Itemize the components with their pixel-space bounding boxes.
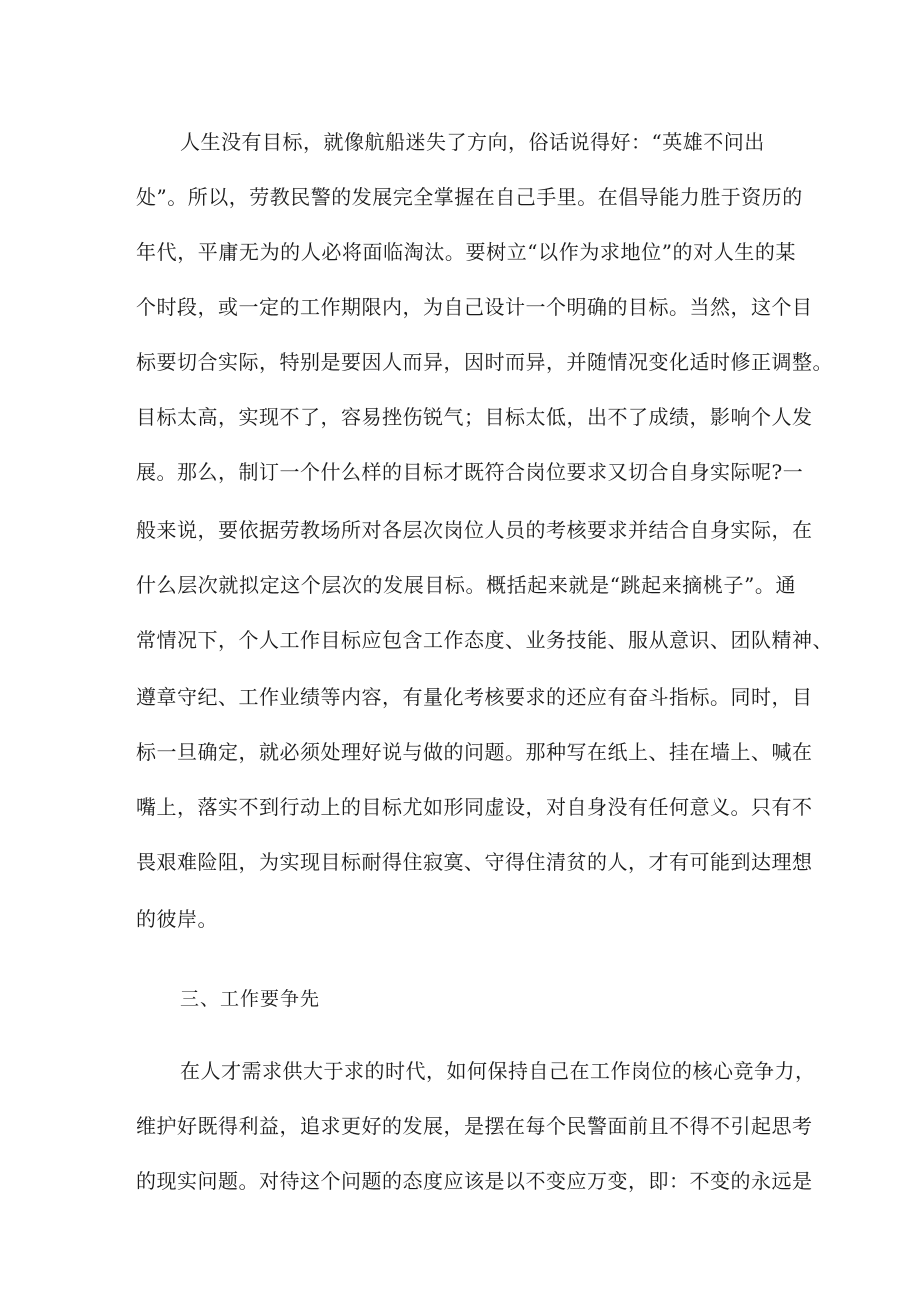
paragraph-line: 般来说，要依据劳教场所对各层次岗位人员的考核要求并结合自身实际，在 [136, 518, 813, 542]
paragraph-line: 标一旦确定，就必须处理好说与做的问题。那种写在纸上、挂在墙上、喊在 [136, 740, 813, 764]
paragraph-line: 展。那么，制订一个什么样的目标才既符合岗位要求又切合自身实际呢?一 [136, 460, 804, 484]
paragraph-line: 的现实问题。对待这个问题的态度应该是以不变应万变，即：不变的永远是 [136, 1169, 813, 1193]
paragraph-line: 什么层次就拟定这个层次的发展目标。概括起来就是“跳起来摘桃子”。通 [136, 573, 796, 597]
paragraph-line: 人生没有目标，就像航船迷失了方向，俗话说得好：“英雄不问出 [180, 130, 765, 154]
paragraph-line: 标要切合实际，特别是要因人而异，因时而异，并随情况变化适时修正调整。 [136, 350, 833, 374]
paragraph-line: 维护好既得利益，追求更好的发展，是摆在每个民警面前且不得不引起思考 [136, 1114, 813, 1138]
paragraph-line: 畏艰难险阻，为实现目标耐得住寂寞、守得住清贫的人，才有可能到达理想 [136, 850, 813, 874]
paragraph-line: 嘴上，落实不到行动上的目标尤如形同虚设，对自身没有任何意义。只有不 [136, 795, 813, 819]
paragraph-line: 年代，平庸无为的人必将面临淘汰。要树立“以作为求地位”的对人生的某 [136, 240, 796, 264]
paragraph-line: 个时段，或一定的工作期限内，为自己设计一个明确的目标。当然，这个目 [136, 295, 813, 319]
paragraph-line: 常情况下，个人工作目标应包含工作态度、业务技能、服从意识、团队精神、 [136, 628, 833, 652]
paragraph-line: 遵章守纪、工作业绩等内容，有量化考核要求的还应有奋斗指标。同时，目 [136, 685, 813, 709]
paragraph-line: 在人才需求供大于求的时代，如何保持自己在工作岗位的核心竞争力， [180, 1059, 816, 1083]
paragraph-line: 目标太高，实现不了，容易挫伤锐气；目标太低，出不了成绩，影响个人发 [136, 405, 813, 429]
section-heading: 三、工作要争先 [180, 988, 321, 1010]
paragraph-line: 的彼岸。 [136, 907, 218, 931]
paragraph-line: 处”。所以，劳教民警的发展完全掌握在自己手里。在倡导能力胜于资历的 [136, 185, 803, 209]
